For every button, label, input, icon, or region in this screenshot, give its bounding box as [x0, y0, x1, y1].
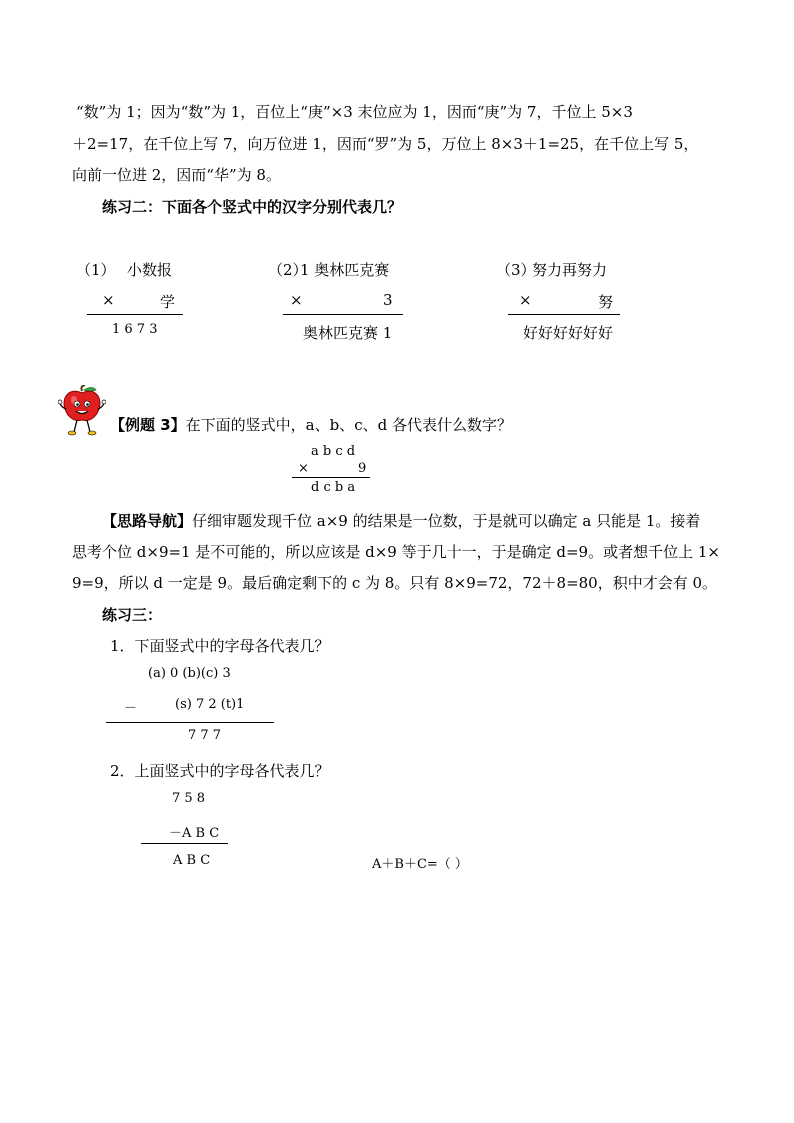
problem-2-result: 奥林匹克赛 1	[303, 324, 393, 342]
problem-2-multiplier: 3	[383, 291, 393, 309]
example3-multiplier: 9	[358, 461, 367, 476]
guide-line-1	[102, 510, 700, 531]
problem-1-rule	[87, 314, 183, 315]
example3-text: 在下面的竖式中，a、b、c、d 各代表什么数字？	[185, 416, 512, 434]
q1-top-row: (a) 0 (b)(c) 3	[148, 666, 231, 681]
question-1: 1．下面竖式中的字母各代表几？	[110, 637, 330, 655]
q2-result-row: A B C	[173, 853, 211, 868]
q1-operator: －	[124, 701, 138, 716]
q2-sum-answer: A＋B＋C=（ ）	[372, 857, 468, 872]
problem-3-top: 努力再努力	[532, 261, 608, 279]
problem-1-top: 小数报	[127, 261, 173, 279]
practice3-heading: 练习三：	[102, 606, 163, 624]
intro-line-2: ＋2=17，在千位上写 7，向万位进 1，因而“罗”为 5，万位上 8×3＋1=25，在千位上写 5，	[72, 135, 699, 153]
example3-label: 【例题 3】	[110, 416, 186, 434]
q1-middle-row: (s) 7 2 (t)1	[175, 697, 245, 712]
guide-text-1: 仔细审题发现千位 a×9 的结果是一位数，于是就可以确定 a 只能是 1。接着	[192, 512, 701, 530]
q1-result-row: 7 7 7	[188, 728, 222, 743]
problem-3-rule	[508, 314, 620, 315]
problem-2-rule	[283, 314, 403, 315]
problem-3-result: 好好好好好好	[523, 324, 614, 342]
apple-mascot-icon	[58, 385, 106, 437]
q2-top-row: 7 5 8	[172, 791, 206, 806]
intro-line-3: 向前一位进 2，因而“华”为 8。	[72, 166, 281, 184]
problem-1-operator: ×	[102, 291, 115, 309]
problem-2-top: 1 奥林匹克赛	[300, 261, 390, 279]
problem-3-multiplier: 努	[598, 293, 614, 311]
problem-2-operator: ×	[290, 291, 303, 309]
q2-rule	[141, 843, 228, 844]
example3-top: a b c d	[311, 444, 356, 459]
guide-line-3: 9=9，所以 d 一定是 9。最后确定剩下的 c 为 8。只有 8×9=72，72＋8=80，积中才会有 0。	[72, 574, 718, 592]
example3-header	[110, 414, 512, 435]
example3-result: d c b a	[311, 480, 356, 495]
problem-3-operator: ×	[519, 291, 532, 309]
practice2-heading: 练习二：下面各个竖式中的汉字分别代表几？	[102, 198, 403, 216]
problem-2-number: （2）	[268, 261, 308, 279]
guide-line-2: 思考个位 d×9=1 是不可能的，所以应该是 d×9 等于几十一，于是确定 d=9。或者想千位上 1×	[72, 543, 720, 561]
q1-rule	[106, 722, 274, 723]
example3-operator: ×	[298, 461, 309, 476]
problem-1-result: 1 6 7 3	[112, 322, 158, 337]
example3-rule	[292, 477, 370, 478]
problem-1-number: （1）	[76, 261, 116, 279]
problem-3-number: （3）	[496, 261, 536, 279]
intro-line-1: “数”为 1；因为“数”为 1，百位上“庚”×3 末位应为 1，因而“庚”为 7，千位上 5×3	[76, 103, 633, 121]
problem-1-multiplier: 学	[160, 293, 176, 311]
question-2: 2．上面竖式中的字母各代表几？	[110, 762, 330, 780]
guide-label: 【思路导航】	[102, 512, 193, 530]
q2-middle-row: －A B C	[169, 826, 220, 841]
